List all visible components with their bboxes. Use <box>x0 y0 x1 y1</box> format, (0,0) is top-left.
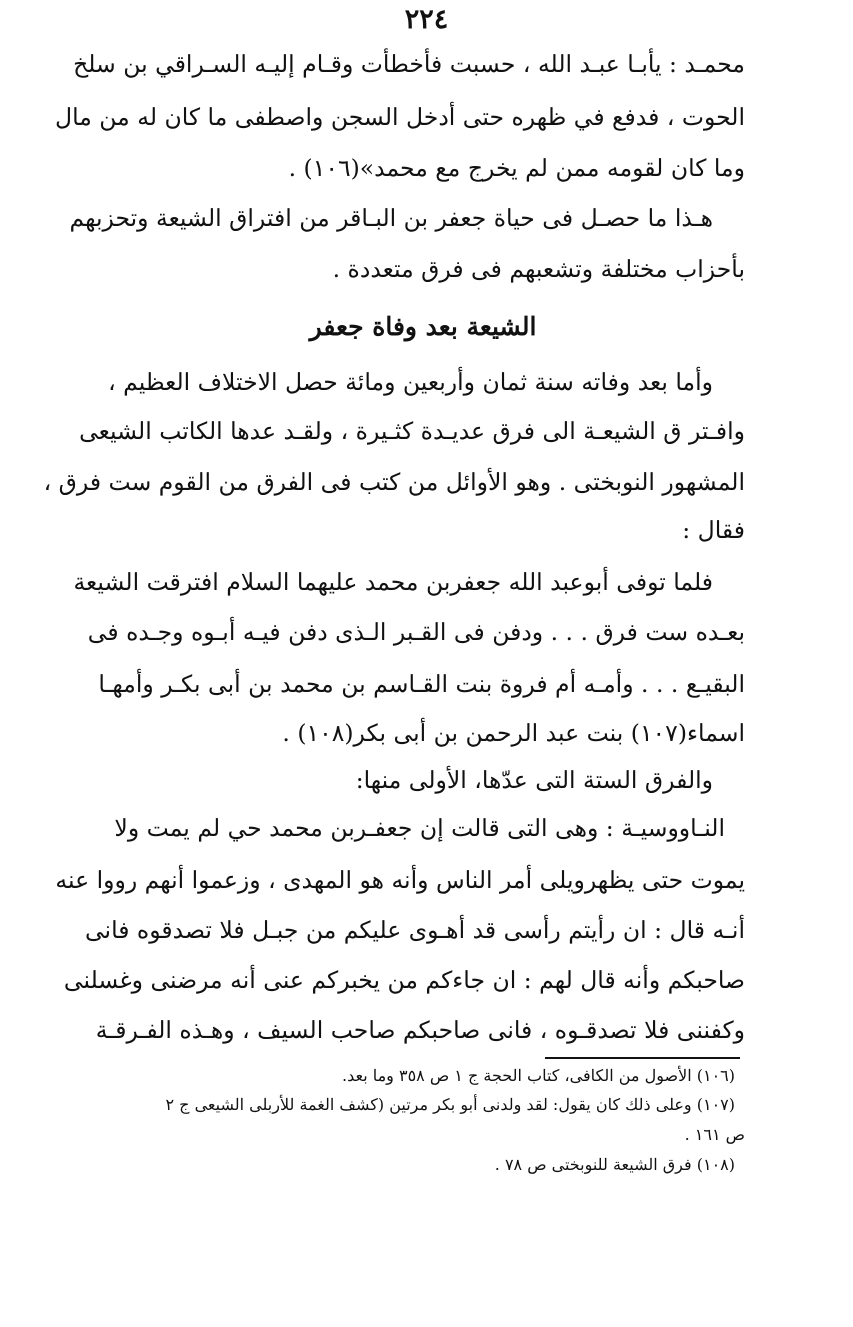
text-line: وأما بعد وفاته سنة ثمان وأربعين ومائة حصل الاختلاف العظيم ، <box>108 368 713 396</box>
text-line: بعـده ست فرق . . . ودفن فى القـبر الـذى دفن فيـه أبـوه وجـده فى <box>87 618 745 646</box>
text-line: محمـد : يأبـا عبـد الله ، حسبت فأخطأت وقـام إليـه السـراقي بن سلخ <box>73 50 745 78</box>
page-number: ٢٢٤ <box>404 4 449 35</box>
text-line: البقيـع . . . وأمـه أم فروة بنت القـاسم بن محمد بن أبى بكـر وأمهـا <box>98 670 745 698</box>
footnote: (١٠٨) فرق الشيعة للنوبختى ص ٧٨ . <box>494 1155 735 1174</box>
text-line: صاحبكم وأنه قال لهم : ان جاءكم من يخبركم عنى أنه مرضنى وغسلنى <box>63 966 745 994</box>
text-line: بأحزاب مختلفة وتشعبهم فى فرق متعددة . <box>332 255 745 283</box>
text-line: وما كان لقومه ممن لم يخرج مع محمد»(١٠٦) . <box>288 154 745 182</box>
text-line: النـاووسيـة : وهى التى قالت إن جعفـربن محمد حي لم يمت ولا <box>114 814 725 842</box>
text-line: فقال : <box>682 516 745 544</box>
footnote: (١٠٦) الأصول من الكافى، كتاب الحجة ج ١ ص ٣٥٨ وما بعد. <box>341 1066 735 1085</box>
text-line: المشهور النوبختى . وهو الأوائل من كتب فى الفرق من القوم ست فرق ، <box>43 468 745 496</box>
text-line: يموت حتى يظهرويلى أمر الناس وأنه هو المهدى ، وزعموا أنهم رووا عنه <box>55 866 745 894</box>
footnote: (١٠٧) وعلى ذلك كان يقول: لقد ولدنى أبو بكر مرتين (كشف الغمة للأربلى الشيعى ج ٢ <box>165 1095 735 1114</box>
text-line: فلما توفى أبوعبد الله جعفربن محمد عليهما السلام افترقت الشيعة <box>73 568 713 596</box>
text-line: الحوت ، فدفع في ظهره حتى أدخل السجن واصطفى ما كان له من مال <box>55 103 745 131</box>
footnote-divider <box>545 1057 740 1059</box>
section-heading: الشيعة بعد وفاة جعفر <box>309 312 537 341</box>
footnote: ص ١٦١ . <box>684 1125 745 1144</box>
text-line: أنـه قال : ان رأيتم رأسى قد أهـوى عليكم من جبـل فلا تصدقوه فانى <box>84 916 745 944</box>
text-line: هـذا ما حصـل فى حياة جعفر بن البـاقر من افتراق الشيعة وتحزبهم <box>69 204 713 232</box>
text-line: والفرق الستة التى عدّها، الأولى منها: <box>355 766 713 794</box>
text-line: وافـتر ق الشيعـة الى فرق عديـدة كثـيرة ، ولقـد عدها الكاتب الشيعى <box>79 417 745 445</box>
text-line: وكفننى فلا تصدقـوه ، فانى صاحبكم صاحب السيف ، وهـذه الفـرقـة <box>95 1016 745 1044</box>
text-line: اسماء(١٠٧) بنت عبد الرحمن بن أبى بكر(١٠٨) . <box>282 719 745 747</box>
